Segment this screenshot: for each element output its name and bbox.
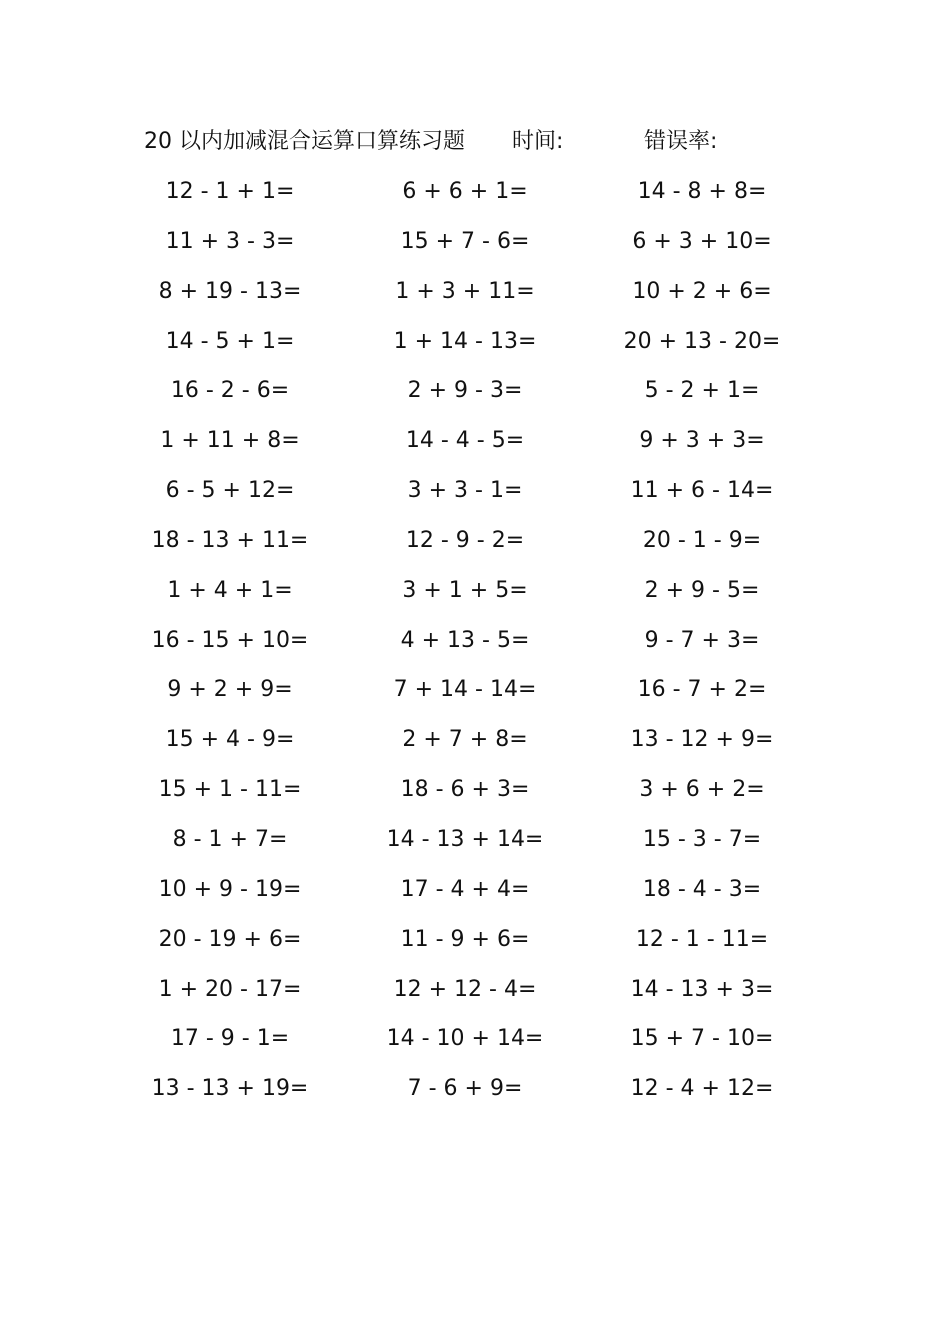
math-problem: 8 - 1 + 7= bbox=[172, 826, 288, 852]
math-problem: 18 - 13 + 11= bbox=[151, 527, 309, 553]
math-problem: 13 - 12 + 9= bbox=[630, 727, 774, 753]
math-problem: 13 - 13 + 19= bbox=[151, 1076, 309, 1102]
problem-row bbox=[0, 770, 950, 820]
math-problem: 7 - 6 + 9= bbox=[407, 1076, 523, 1102]
worksheet-header bbox=[144, 124, 844, 160]
math-problem: 16 - 7 + 2= bbox=[637, 677, 767, 703]
math-problem: 18 - 6 + 3= bbox=[400, 777, 530, 803]
math-problem: 10 + 9 - 19= bbox=[158, 876, 302, 902]
problem-row bbox=[0, 371, 950, 421]
problem-row bbox=[0, 272, 950, 322]
math-problem: 3 + 6 + 2= bbox=[639, 777, 765, 803]
problem-row bbox=[0, 222, 950, 272]
math-problem: 12 - 4 + 12= bbox=[630, 1076, 774, 1102]
math-problem: 14 - 10 + 14= bbox=[386, 1026, 544, 1052]
math-problem: 14 - 8 + 8= bbox=[637, 179, 767, 204]
math-problem: 12 - 1 - 11= bbox=[635, 926, 769, 952]
error-rate-label: 错误率: bbox=[644, 129, 718, 154]
math-problem: 9 - 7 + 3= bbox=[644, 627, 760, 653]
math-problem: 15 - 3 - 7= bbox=[642, 826, 762, 852]
math-problem: 14 - 13 + 14= bbox=[386, 826, 544, 852]
math-problem: 12 - 1 + 1= bbox=[165, 179, 295, 204]
math-problem: 14 - 13 + 3= bbox=[630, 976, 774, 1002]
math-problem: 20 + 13 - 20= bbox=[623, 328, 781, 354]
problem-row bbox=[0, 571, 950, 621]
math-problem: 6 + 6 + 1= bbox=[402, 179, 528, 204]
problem-row bbox=[0, 970, 950, 1020]
math-problem: 12 - 9 - 2= bbox=[405, 527, 525, 553]
problem-row bbox=[0, 870, 950, 920]
problem-row bbox=[0, 322, 950, 372]
math-problem: 17 - 9 - 1= bbox=[170, 1026, 290, 1052]
math-problem: 14 - 5 + 1= bbox=[165, 328, 295, 354]
problem-row bbox=[0, 621, 950, 671]
math-problem: 3 + 3 - 1= bbox=[407, 478, 523, 504]
math-problem: 2 + 9 - 5= bbox=[644, 577, 760, 603]
math-problem: 15 + 7 - 10= bbox=[630, 1026, 774, 1052]
math-problem: 8 + 19 - 13= bbox=[158, 278, 302, 304]
math-problem: 15 + 7 - 6= bbox=[400, 228, 530, 254]
math-problem: 9 + 3 + 3= bbox=[639, 428, 765, 454]
problem-row bbox=[0, 920, 950, 970]
math-problem: 1 + 20 - 17= bbox=[158, 976, 302, 1002]
math-problem: 9 + 2 + 9= bbox=[167, 677, 293, 703]
worksheet-title: 20 以内加减混合运算口算练习题 bbox=[144, 129, 465, 154]
problem-row bbox=[0, 1069, 950, 1119]
time-label: 时间: bbox=[512, 129, 564, 154]
math-problem: 17 - 4 + 4= bbox=[400, 876, 530, 902]
math-problem: 12 + 12 - 4= bbox=[393, 976, 537, 1002]
math-problem: 15 + 1 - 11= bbox=[158, 777, 302, 803]
math-problem: 15 + 4 - 9= bbox=[165, 727, 295, 753]
math-problem: 18 - 4 - 3= bbox=[642, 876, 762, 902]
math-problem: 2 + 9 - 3= bbox=[407, 378, 523, 404]
math-problem: 2 + 7 + 8= bbox=[402, 727, 528, 753]
math-problem: 7 + 14 - 14= bbox=[393, 677, 537, 703]
math-problem: 1 + 14 - 13= bbox=[393, 328, 537, 354]
problem-row bbox=[0, 172, 950, 222]
math-problem: 6 - 5 + 12= bbox=[165, 478, 295, 504]
problem-grid bbox=[0, 172, 950, 1119]
math-problem: 14 - 4 - 5= bbox=[405, 428, 525, 454]
math-problem: 16 - 2 - 6= bbox=[170, 378, 290, 404]
problem-row bbox=[0, 471, 950, 521]
problem-row bbox=[0, 820, 950, 870]
math-problem: 11 + 3 - 3= bbox=[165, 228, 295, 254]
math-problem: 16 - 15 + 10= bbox=[151, 627, 309, 653]
math-problem: 11 + 6 - 14= bbox=[630, 478, 774, 504]
math-problem: 1 + 11 + 8= bbox=[160, 428, 300, 454]
math-problem: 11 - 9 + 6= bbox=[400, 926, 530, 952]
math-problem: 3 + 1 + 5= bbox=[402, 577, 528, 603]
math-problem: 20 - 19 + 6= bbox=[158, 926, 302, 952]
math-problem: 1 + 4 + 1= bbox=[167, 577, 293, 603]
math-problem: 6 + 3 + 10= bbox=[632, 228, 772, 254]
math-problem: 20 - 1 - 9= bbox=[642, 527, 762, 553]
problem-row bbox=[0, 521, 950, 571]
math-problem: 1 + 3 + 11= bbox=[395, 278, 535, 304]
math-problem: 5 - 2 + 1= bbox=[644, 378, 760, 404]
math-problem: 4 + 13 - 5= bbox=[400, 627, 530, 653]
math-problem: 10 + 2 + 6= bbox=[632, 278, 772, 304]
problem-row bbox=[0, 1019, 950, 1069]
problem-row bbox=[0, 670, 950, 720]
problem-row bbox=[0, 720, 950, 770]
problem-row bbox=[0, 421, 950, 471]
